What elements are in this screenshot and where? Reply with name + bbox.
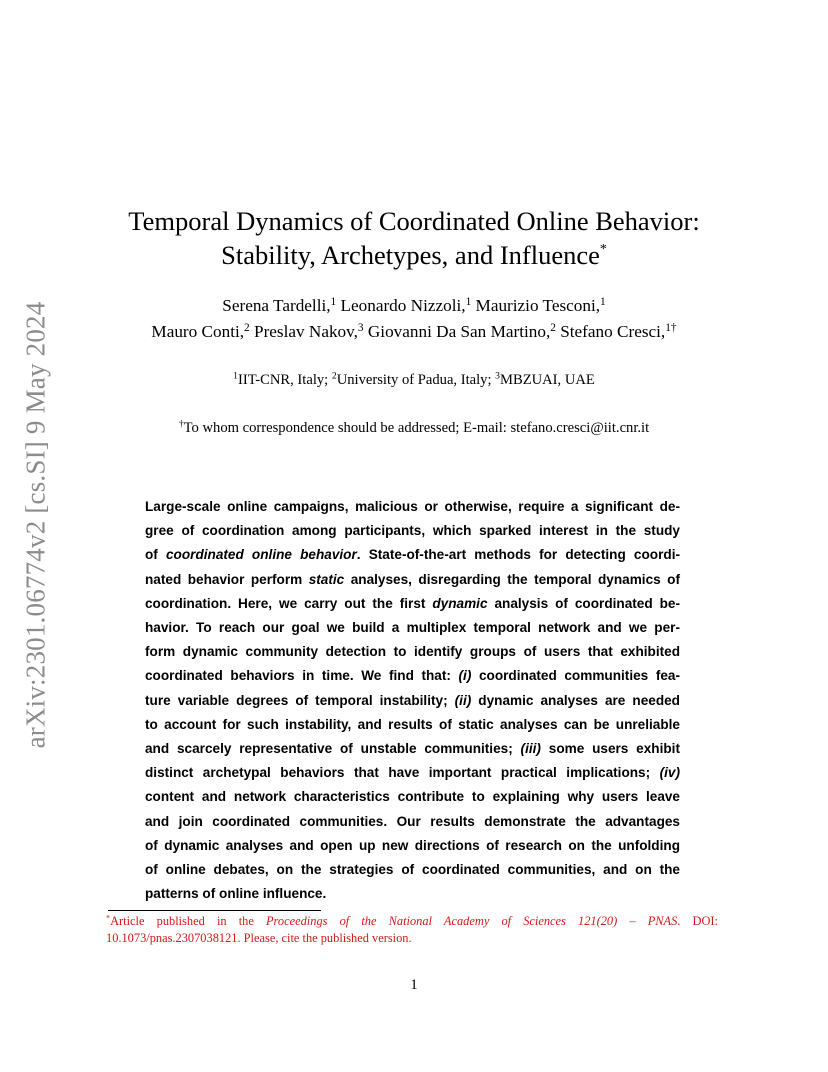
abstract-text: analyses, disregarding the temporal dynamics of xyxy=(344,571,680,587)
footnote-mark: * xyxy=(106,913,111,923)
correspondence-mark: † xyxy=(178,418,184,430)
abstract-emphasis: static xyxy=(308,571,345,587)
title-footnote-mark: * xyxy=(599,242,607,257)
author-affiliation-mark: 2 xyxy=(244,321,250,334)
abstract-line xyxy=(145,543,680,567)
correspondence-note xyxy=(0,418,828,438)
abstract-line: havior. To reach our goal we build a multiplex temporal network and we per- xyxy=(145,620,680,636)
abstract-emphasis: (iii) xyxy=(520,741,541,757)
abstract-line: Large-scale online campaigns, malicious or otherwise, require a significant de- xyxy=(145,499,680,514)
abstract-line xyxy=(145,689,680,713)
abstract-line: and join coordinated communities. Our results demonstrate the advantages xyxy=(145,813,680,829)
abstract-text: . State-of-the-art methods for detecting coordi- xyxy=(356,547,680,563)
author-name: Maurizio Tesconi, xyxy=(475,296,601,315)
footnote xyxy=(106,913,718,947)
abstract-line xyxy=(145,737,680,761)
abstract-text: coordination. Here, we carry out the first xyxy=(145,595,433,611)
abstract-text: of xyxy=(145,547,166,563)
author-affiliation-mark: 2 xyxy=(550,321,556,334)
abstract-emphasis: (ii) xyxy=(454,692,472,708)
footnote-line xyxy=(106,913,718,930)
arxiv-identifier-stamp: arXiv:2301.06774v2 [cs.SI] 9 May 2024 xyxy=(20,301,51,749)
author-name: Mauro Conti, xyxy=(151,322,245,341)
affiliation-mark: 3 xyxy=(495,370,500,382)
author-name: Leonardo Nizzoli, xyxy=(340,296,466,315)
correspondence-text: To whom correspondence should be addressed; E-mail: stefano.cresci@iit.cnr.it xyxy=(183,420,650,436)
abstract-text: coordinated communities fea- xyxy=(471,668,680,684)
abstract-text: analysis of coordinated be- xyxy=(487,595,680,611)
abstract-emphasis: (i) xyxy=(458,668,472,684)
affiliation-mark: 2 xyxy=(331,370,337,382)
abstract-line xyxy=(145,664,680,688)
paper-title xyxy=(0,204,828,272)
author-list xyxy=(0,293,828,345)
author-name: Giovanni Da San Martino, xyxy=(367,322,551,341)
author-affiliation-mark: 1 xyxy=(465,295,472,308)
abstract-line: content and network characteristics contribute to explaining why users leave xyxy=(145,789,680,805)
author-name: Serena Tardelli, xyxy=(222,296,331,315)
abstract-line: gree of coordination among participants, which sparked interest in the study xyxy=(145,523,680,539)
author-affiliation-mark: 1 xyxy=(330,295,337,308)
affiliation-text: IIT-CNR, Italy; xyxy=(237,372,332,388)
affiliation-text: MBZUAI, UAE xyxy=(499,372,595,388)
author-name: Preslav Nakov, xyxy=(254,322,358,341)
abstract-emphasis: dynamic xyxy=(432,595,488,611)
abstract-line: of dynamic analyses and open up new directions of research on the unfolding xyxy=(145,837,680,853)
abstract-text: dynamic analyses are needed xyxy=(471,692,680,708)
footnote-journal: Proceedings of the National Academy of Sciences 121(20) – PNAS xyxy=(265,914,678,928)
abstract-line: of online debates, on the strategies of coordinated communities, and on the xyxy=(145,862,680,878)
title-line-1: Temporal Dynamics of Coordinated Online Behavior: xyxy=(128,206,700,236)
abstract-line: to account for such instability, and results of static analyses can be unreliable xyxy=(145,716,680,732)
abstract-text: ture variable degrees of temporal instability; xyxy=(145,692,455,708)
affiliation-text: University of Padua, Italy; xyxy=(336,372,496,388)
footnote-text: . DOI: xyxy=(677,914,718,928)
abstract-line xyxy=(145,761,680,785)
abstract xyxy=(145,495,680,906)
abstract-line xyxy=(145,568,680,592)
abstract-line xyxy=(145,592,680,616)
footnote-text: Article published in the xyxy=(110,914,266,928)
author-affiliation-mark: 1† xyxy=(665,321,677,334)
abstract-line: form dynamic community detection to identify groups of users that exhibited xyxy=(145,644,680,660)
title-line-2-text: Stability, Archetypes, and Influence xyxy=(221,240,600,270)
abstract-text: and scarcely representative of unstable communities; xyxy=(145,741,521,757)
page-number: 1 xyxy=(410,977,418,993)
author-name: Stefano Cresci, xyxy=(560,322,666,341)
abstract-text: distinct archetypal behaviors that have important practical implications; xyxy=(145,765,660,781)
affiliation-mark: 1 xyxy=(233,370,238,382)
author-affiliation-mark: 1 xyxy=(600,295,606,308)
abstract-emphasis: (iv) xyxy=(659,765,680,781)
abstract-emphasis: coordinated online behavior xyxy=(165,547,357,563)
abstract-text: some users exhibit xyxy=(540,741,680,757)
footnote-rule xyxy=(108,910,321,911)
abstract-line: patterns of online influence. xyxy=(145,886,327,902)
author-affiliation-mark: 3 xyxy=(357,321,364,334)
author-line-2 xyxy=(0,319,828,345)
abstract-text: coordinated behaviors in time. We find that: xyxy=(145,668,459,684)
author-line-1 xyxy=(0,293,828,319)
footnote-line: 10.1073/pnas.2307038121. Please, cite the published version. xyxy=(106,931,412,945)
affiliations xyxy=(0,370,828,390)
abstract-text: nated behavior perform xyxy=(145,571,309,587)
title-line-2 xyxy=(0,238,828,272)
